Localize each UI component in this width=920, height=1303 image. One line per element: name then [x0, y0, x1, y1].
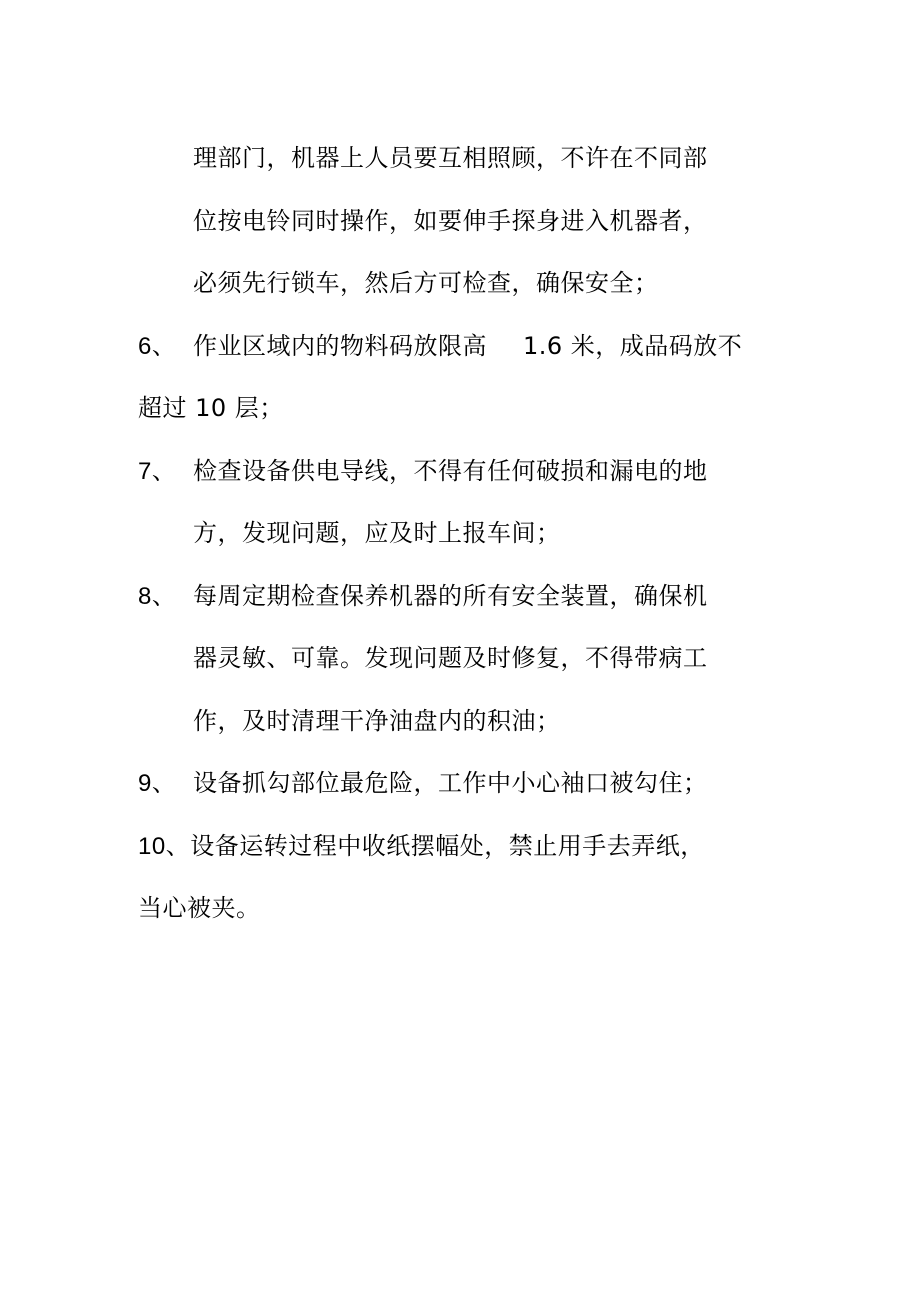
paragraph-line: 方，发现问题，应及时上报车间；: [193, 519, 561, 547]
list-item-7: [138, 456, 708, 487]
paragraph-line: 必须先行锁车，然后方可检查，确保安全；: [193, 269, 659, 297]
list-item-6: [138, 331, 742, 362]
item-number: 7、: [138, 458, 177, 485]
item-text: 1.6 米，成品码放不: [523, 332, 743, 360]
list-item-8: [138, 581, 708, 612]
item-text: 检查设备供电导线，不得有任何破损和漏电的地: [193, 457, 708, 485]
item-text: 作业区域内的物料码放限高: [193, 332, 487, 360]
item-text: 设备抓勾部位最危险，工作中小心袖口被勾住；: [193, 769, 708, 797]
paragraph-line: 位按电铃同时操作，如要伸手探身进入机器者，: [193, 207, 708, 235]
item-number: 8、: [138, 583, 177, 610]
item-text: 设备运转过程中收纸摆幅处，禁止用手去弄纸，: [190, 832, 705, 860]
paragraph-line: 超过 10 层；: [138, 394, 284, 422]
item-number: 9、: [138, 770, 177, 797]
item-text: 每周定期检查保养机器的所有安全装置，确保机: [193, 582, 708, 610]
item-number: 10、: [138, 833, 191, 860]
paragraph-line: 理部门，机器上人员要互相照顾，不许在不同部: [193, 144, 708, 172]
list-item-10: [138, 831, 705, 862]
paragraph-line: 器灵敏、可靠。发现问题及时修复，不得带病工: [193, 644, 708, 672]
paragraph-line: 作，及时清理干净油盘内的积油；: [193, 707, 561, 735]
paragraph-line: 当心被夹。: [138, 894, 261, 922]
item-number: 6、: [138, 333, 177, 360]
list-item-9: [138, 768, 708, 799]
